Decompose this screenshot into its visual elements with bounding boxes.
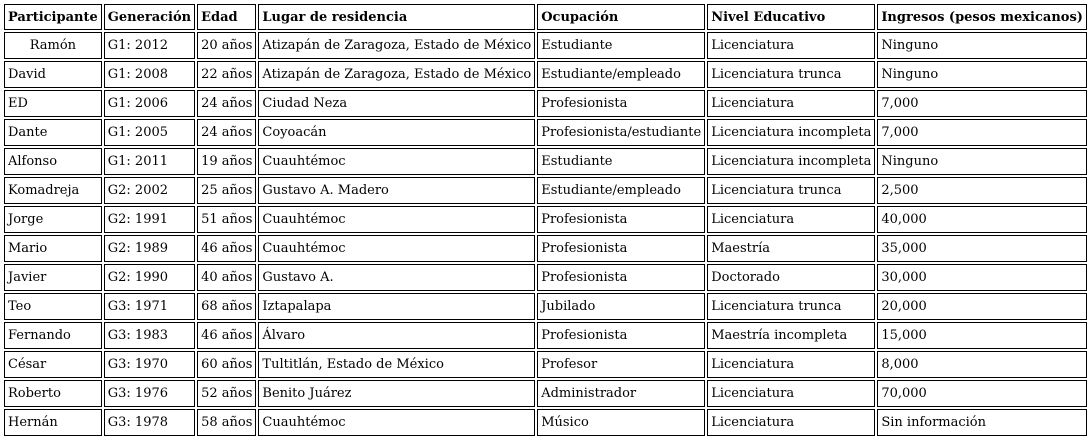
header-lugar-residencia: Lugar de residencia: [258, 4, 535, 30]
cell-participante: Alfonso: [4, 148, 102, 175]
cell-edad: 40 años: [197, 264, 256, 291]
cell-ocupacion: Músico: [537, 409, 705, 436]
table-row: [4, 264, 1087, 291]
cell-ocupacion: Estudiante/empleado: [537, 61, 705, 88]
table-body: [4, 32, 1087, 436]
header-participante: Participante: [4, 4, 102, 30]
table-row: [4, 351, 1087, 378]
cell-edad: 52 años: [197, 380, 256, 407]
cell-edad: 22 años: [197, 61, 256, 88]
cell-ocupacion: Estudiante/empleado: [537, 177, 705, 204]
cell-participante: David: [4, 61, 102, 88]
cell-generacion: G2: 1989: [104, 235, 195, 262]
cell-ocupacion: Estudiante: [537, 32, 705, 59]
cell-edad: 24 años: [197, 90, 256, 117]
table-row: [4, 61, 1087, 88]
cell-edad: 58 años: [197, 409, 256, 436]
table-row: [4, 32, 1087, 59]
cell-participante: Teo: [4, 293, 102, 320]
cell-ingresos: 8,000: [877, 351, 1087, 378]
cell-ingresos: 40,000: [877, 206, 1087, 233]
cell-ingresos: 15,000: [877, 322, 1087, 349]
cell-nivel-educativo: Licenciatura: [707, 90, 875, 117]
cell-generacion: G1: 2006: [104, 90, 195, 117]
cell-generacion: G1: 2011: [104, 148, 195, 175]
cell-lugar-residencia: Coyoacán: [258, 119, 535, 146]
cell-ingresos: 2,500: [877, 177, 1087, 204]
cell-ingresos: 35,000: [877, 235, 1087, 262]
cell-lugar-residencia: Gustavo A.: [258, 264, 535, 291]
participants-table: [2, 2, 1089, 438]
cell-ingresos: 20,000: [877, 293, 1087, 320]
cell-generacion: G2: 2002: [104, 177, 195, 204]
cell-nivel-educativo: Doctorado: [707, 264, 875, 291]
cell-lugar-residencia: Cuauhtémoc: [258, 409, 535, 436]
cell-generacion: G3: 1976: [104, 380, 195, 407]
cell-edad: 19 años: [197, 148, 256, 175]
cell-ingresos: Ninguno: [877, 32, 1087, 59]
cell-lugar-residencia: Atizapán de Zaragoza, Estado de México: [258, 61, 535, 88]
table-row: [4, 322, 1087, 349]
cell-lugar-residencia: Ciudad Neza: [258, 90, 535, 117]
cell-ocupacion: Jubilado: [537, 293, 705, 320]
cell-lugar-residencia: Álvaro: [258, 322, 535, 349]
cell-nivel-educativo: Licenciatura: [707, 380, 875, 407]
header-generacion: Generación: [104, 4, 195, 30]
cell-ocupacion: Profesionista: [537, 90, 705, 117]
header-row: [4, 4, 1087, 30]
cell-ocupacion: Profesionista: [537, 264, 705, 291]
cell-lugar-residencia: Iztapalapa: [258, 293, 535, 320]
cell-edad: 24 años: [197, 119, 256, 146]
cell-edad: 46 años: [197, 322, 256, 349]
cell-ingresos: Ninguno: [877, 61, 1087, 88]
cell-generacion: G1: 2012: [104, 32, 195, 59]
cell-lugar-residencia: Cuauhtémoc: [258, 148, 535, 175]
cell-generacion: G3: 1971: [104, 293, 195, 320]
cell-ingresos: 7,000: [877, 90, 1087, 117]
cell-nivel-educativo: Licenciatura incompleta: [707, 119, 875, 146]
cell-lugar-residencia: Cuauhtémoc: [258, 206, 535, 233]
table-row: [4, 119, 1087, 146]
table-row: [4, 380, 1087, 407]
table-row: [4, 293, 1087, 320]
cell-nivel-educativo: Licenciatura trunca: [707, 177, 875, 204]
cell-ocupacion: Profesor: [537, 351, 705, 378]
cell-generacion: G3: 1970: [104, 351, 195, 378]
table-header: [4, 4, 1087, 30]
cell-generacion: G2: 1990: [104, 264, 195, 291]
cell-ocupacion: Administrador: [537, 380, 705, 407]
table-row: [4, 177, 1087, 204]
table-row: [4, 206, 1087, 233]
cell-nivel-educativo: Licenciatura trunca: [707, 61, 875, 88]
cell-participante: Mario: [4, 235, 102, 262]
cell-ocupacion: Profesionista: [537, 322, 705, 349]
cell-ocupacion: Estudiante: [537, 148, 705, 175]
cell-participante: Roberto: [4, 380, 102, 407]
cell-nivel-educativo: Licenciatura incompleta: [707, 148, 875, 175]
cell-edad: 68 años: [197, 293, 256, 320]
cell-edad: 25 años: [197, 177, 256, 204]
cell-edad: 46 años: [197, 235, 256, 262]
cell-participante: Javier: [4, 264, 102, 291]
cell-nivel-educativo: Licenciatura trunca: [707, 293, 875, 320]
cell-lugar-residencia: Gustavo A. Madero: [258, 177, 535, 204]
cell-edad: 51 años: [197, 206, 256, 233]
header-ocupacion: Ocupación: [537, 4, 705, 30]
cell-ingresos: Ninguno: [877, 148, 1087, 175]
table-row: [4, 148, 1087, 175]
cell-edad: 20 años: [197, 32, 256, 59]
cell-nivel-educativo: Maestría incompleta: [707, 322, 875, 349]
cell-nivel-educativo: Licenciatura: [707, 409, 875, 436]
cell-generacion: G2: 1991: [104, 206, 195, 233]
cell-nivel-educativo: Licenciatura: [707, 206, 875, 233]
table-row: [4, 90, 1087, 117]
cell-participante: Jorge: [4, 206, 102, 233]
cell-ocupacion: Profesionista: [537, 206, 705, 233]
cell-lugar-residencia: Benito Juárez: [258, 380, 535, 407]
cell-nivel-educativo: Licenciatura: [707, 32, 875, 59]
cell-participante: Dante: [4, 119, 102, 146]
cell-participante: Ramón: [4, 32, 102, 59]
cell-lugar-residencia: Tultitlán, Estado de México: [258, 351, 535, 378]
cell-edad: 60 años: [197, 351, 256, 378]
cell-lugar-residencia: Atizapán de Zaragoza, Estado de México: [258, 32, 535, 59]
header-ingresos: Ingresos (pesos mexicanos): [877, 4, 1087, 30]
cell-generacion: G1: 2008: [104, 61, 195, 88]
header-nivel-educativo: Nivel Educativo: [707, 4, 875, 30]
cell-lugar-residencia: Cuauhtémoc: [258, 235, 535, 262]
cell-ingresos: 70,000: [877, 380, 1087, 407]
cell-nivel-educativo: Maestría: [707, 235, 875, 262]
cell-generacion: G3: 1983: [104, 322, 195, 349]
header-edad: Edad: [197, 4, 256, 30]
cell-participante: ED: [4, 90, 102, 117]
cell-ingresos: Sin información: [877, 409, 1087, 436]
cell-participante: Hernán: [4, 409, 102, 436]
cell-nivel-educativo: Licenciatura: [707, 351, 875, 378]
cell-ocupacion: Profesionista/estudiante: [537, 119, 705, 146]
cell-ocupacion: Profesionista: [537, 235, 705, 262]
cell-participante: César: [4, 351, 102, 378]
cell-participante: Komadreja: [4, 177, 102, 204]
cell-participante: Fernando: [4, 322, 102, 349]
cell-ingresos: 30,000: [877, 264, 1087, 291]
table-row: [4, 409, 1087, 436]
table-row: [4, 235, 1087, 262]
cell-generacion: G1: 2005: [104, 119, 195, 146]
cell-generacion: G3: 1978: [104, 409, 195, 436]
cell-ingresos: 7,000: [877, 119, 1087, 146]
